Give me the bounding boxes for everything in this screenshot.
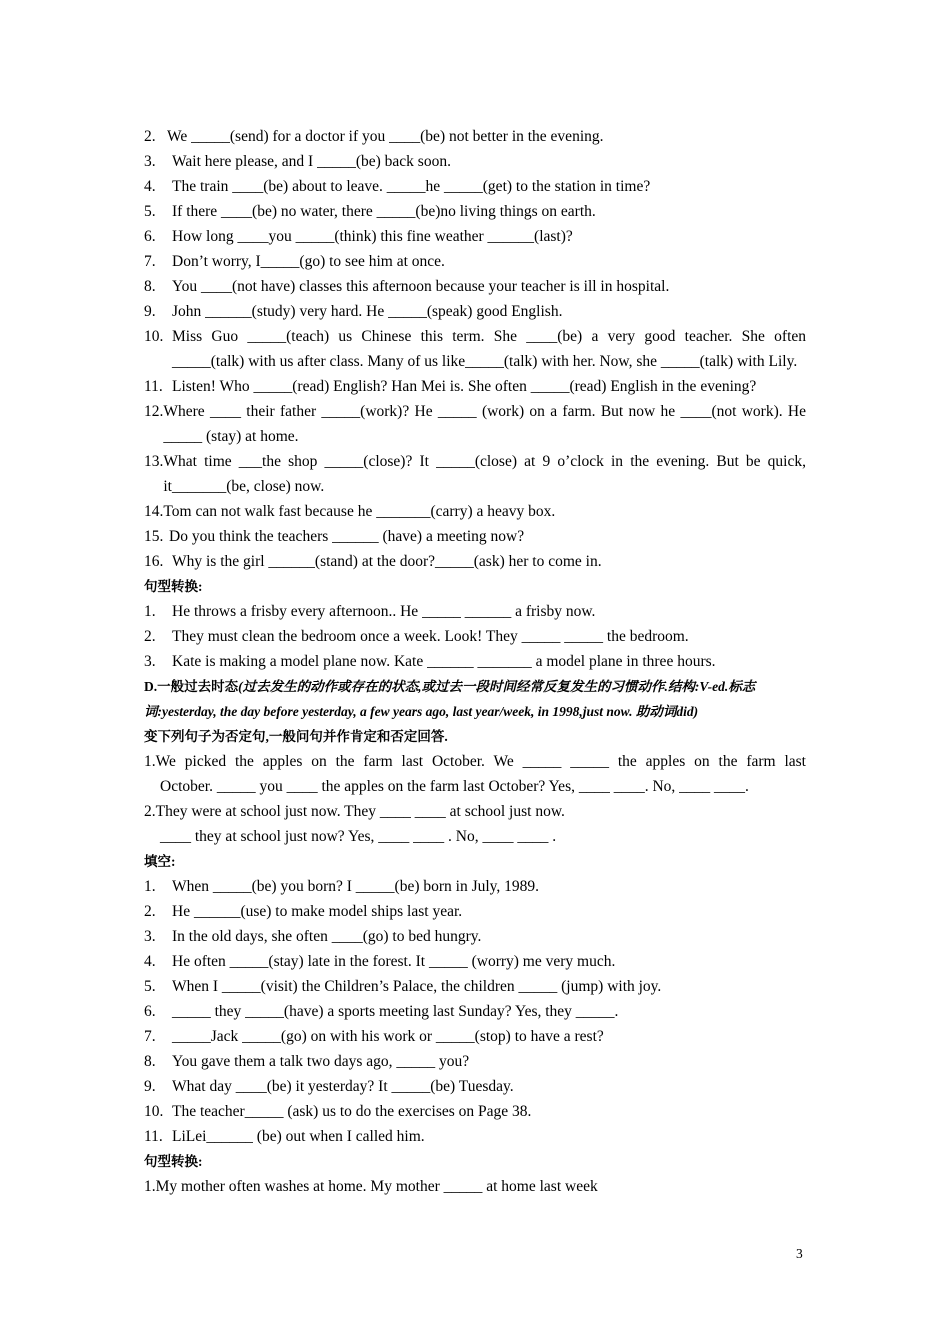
item-text: The train ____(be) about to leave. _____he _____(get) to the station in time? [172,178,651,195]
exercise-item [144,299,806,324]
item-number: 11. [144,1128,163,1145]
page-number: 3 [796,1246,803,1261]
item-number: 6. [144,228,156,245]
item-number: 16. [144,553,164,570]
exercise-item [144,1049,806,1074]
section-subtitle: 填空: [144,854,176,869]
exercise-item [144,874,806,899]
item-number: 9. [144,1078,156,1095]
exercise-item [144,899,806,924]
section-heading-label: D.一般过去时态 [144,679,239,694]
item-text: How long ____you _____(think) this fine weather ______(last)? [172,228,573,245]
item-number: 3. [144,153,156,170]
item-text: Don’t worry, I_____(go) to see him at once. [172,253,445,270]
item-number: 2. [144,903,156,920]
item-number: 5. [144,978,156,995]
exercise-item-line: October. _____ you ____ the apples on the farm last October? Yes, ____ ____. No, ____ ____. [160,778,749,795]
item-text: Listen! Who _____(read) English? Han Mei is. She often _____(read) English in the evening? [172,378,757,395]
exercise-item-line: 1.My mother often washes at home. My mother _____ at home last week [144,1178,598,1195]
exercise-item [144,124,806,149]
exercise-item [144,449,806,499]
item-number: 8. [144,278,156,295]
exercise-item-line: 2.They were at school just now. They ____ ____ at school just now. [144,803,565,820]
item-number: 2. [144,128,156,145]
exercise-item [144,974,806,999]
exercise-item [144,924,806,949]
item-text: _____Jack _____(go) on with his work or _____(stop) to have a rest? [172,1028,604,1045]
exercise-item [144,249,806,274]
item-text: In the old days, she often ____(go) to bed hungry. [172,928,482,945]
item-number: 4. [144,178,156,195]
item-number: 3. [144,653,156,670]
item-text: Tom can not walk fast because he _______(carry) a heavy box. [163,503,556,520]
item-text: Why is the girl ______(stand) at the door?_____(ask) her to come in. [172,553,602,570]
item-text: What day ____(be) it yesterday? It _____(be) Tuesday. [172,1078,514,1095]
item-text: What time ___the shop _____(close)? It _____(close) at 9 o’clock in the evening. But be quick, it_______(be, close) now. [163,453,806,495]
section-subtitle: 句型转换: [144,1154,203,1169]
item-text: John ______(study) very hard. He _____(speak) good English. [172,303,563,320]
exercise-item [144,274,806,299]
item-text: Kate is making a model plane now. Kate ______ _______ a model plane in three hours. [172,653,716,670]
exercise-item [144,1099,806,1124]
exercise-item [144,999,806,1024]
exercise-item [144,374,806,399]
item-text: The teacher_____ (ask) us to do the exercises on Page 38. [172,1103,532,1120]
exercise-item [144,1124,806,1149]
item-text: You ____(not have) classes this afternoon because your teacher is ill in hospital. [172,278,670,295]
item-text: _____ they _____(have) a sports meeting last Sunday? Yes, they _____. [172,1003,619,1020]
item-number: 5. [144,203,156,220]
item-number: 1. [144,603,156,620]
item-number: 14. [144,503,164,520]
item-number: 15. [144,528,164,545]
exercise-item [144,199,806,224]
exercise-item-line: 1.We picked the apples on the farm last October. We _____ _____ the apples on the farm last [144,753,806,770]
exercise-item [144,524,806,549]
exercise-item [144,324,806,374]
item-number: 12. [144,403,164,420]
exercise-item [144,549,806,574]
item-text: Where ____ their father _____(work)? He _____ (work) on a farm. But now he ____(not work). He _____ (stay) at home. [163,403,806,445]
item-text: Wait here please, and I _____(be) back soon. [172,153,451,170]
item-number: 10. [144,1103,164,1120]
item-number: 3. [144,928,156,945]
item-number: 1. [144,878,156,895]
exercise-item-line: ____ they at school just now? Yes, ____ ____ . No, ____ ____ . [160,828,557,845]
item-text: They must clean the bedroom once a week. Look! They _____ _____ the bedroom. [172,628,689,645]
exercise-item [144,649,806,674]
exercise-item [144,624,806,649]
exercise-item [144,149,806,174]
exercise-item [144,1024,806,1049]
exercise-item [144,949,806,974]
item-text: You gave them a talk two days ago, _____ you? [172,1053,470,1070]
item-number: 2. [144,628,156,645]
item-number: 6. [144,1003,156,1020]
exercise-item [144,174,806,199]
item-number: 7. [144,1028,156,1045]
item-text: He throws a frisby every afternoon.. He _____ ______ a frisby now. [172,603,596,620]
exercise-item [144,1074,806,1099]
item-text: When _____(be) you born? I _____(be) born in July, 1989. [172,878,540,895]
item-text: If there ____(be) no water, there _____(be)no living things on earth. [172,203,596,220]
item-number: 9. [144,303,156,320]
document-page [144,124,806,1199]
exercise-item [144,499,806,524]
item-number: 7. [144,253,156,270]
exercise-item [144,399,806,449]
item-text: Miss Guo _____(teach) us Chinese this term. She ____(be) a very good teacher. She often _____(talk) with us after class. Many of us like_____(talk) with her. Now, she _____(talk) with Lily. [172,328,806,370]
item-text: Do you think the teachers ______ (have) a meeting now? [169,528,525,545]
section-subtitle: 句型转换: [144,579,203,594]
item-number: 11. [144,378,163,395]
item-number: 4. [144,953,156,970]
item-text: He ______(use) to make model ships last year. [172,903,463,920]
item-text: LiLei______ (be) out when I called him. [172,1128,425,1145]
section-subtitle: 变下列句子为否定句,一般问句并作肯定和否定回答. [144,729,448,744]
section-heading-note: (过去发生的动作或存在的状态,或过去一段时间经常反复发生的习惯动作.结构:V-ed.标志词:yesterday, the day before yesterday, a few years ago, last year/week, in 1998,just now. 助动词did) [144,679,756,719]
exercise-item [144,599,806,624]
item-number: 8. [144,1053,156,1070]
item-text: He often _____(stay) late in the forest. It _____ (worry) me very much. [172,953,616,970]
item-text: When I _____(visit) the Children’s Palace, the children _____ (jump) with joy. [172,978,662,995]
section-heading [144,674,806,724]
item-number: 13. [144,453,164,470]
exercise-item [144,224,806,249]
item-text: We _____(send) for a doctor if you ____(be) not better in the evening. [167,128,604,145]
item-number: 10. [144,328,164,345]
